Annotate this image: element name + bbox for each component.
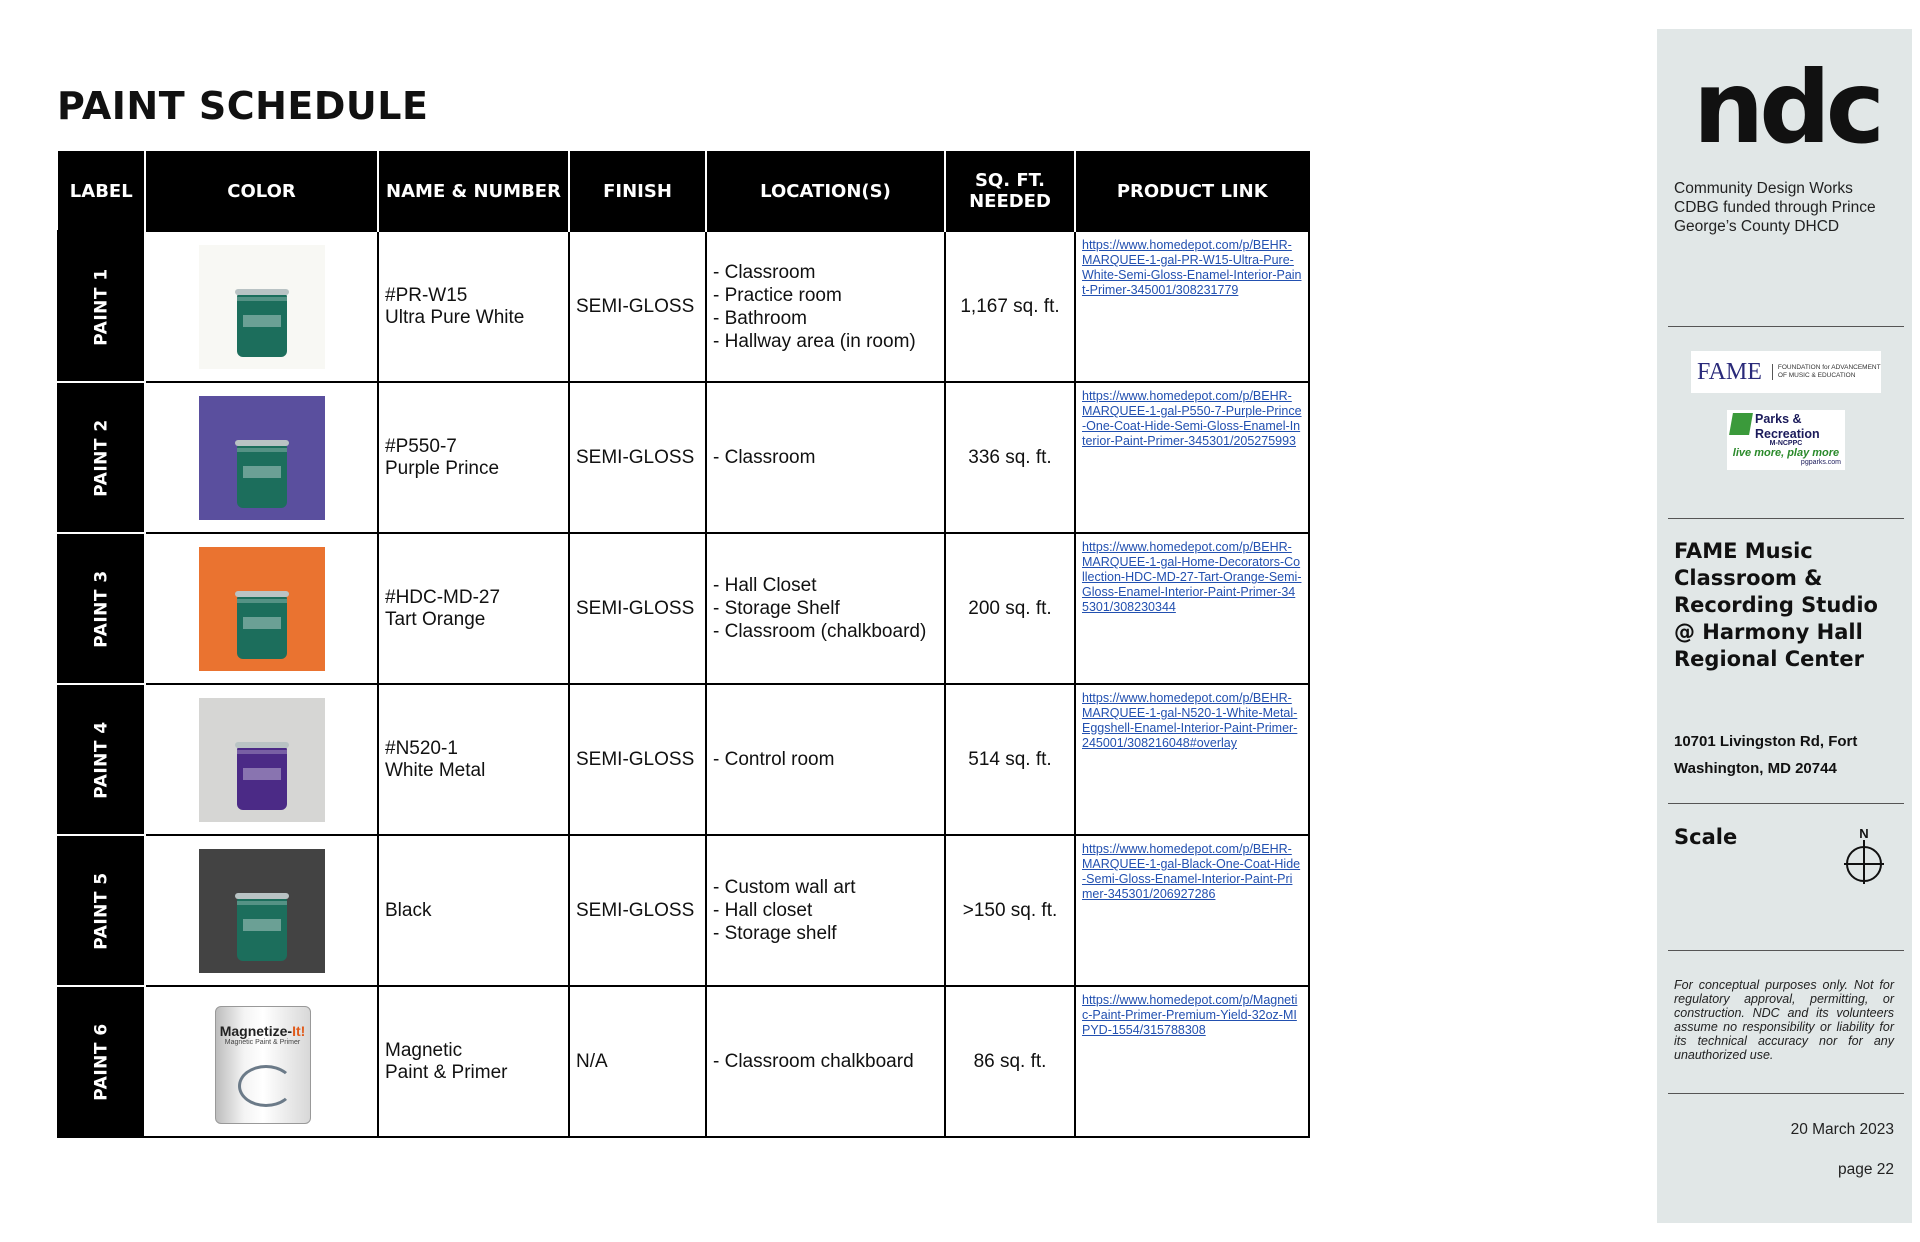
title-block-sidebar xyxy=(1657,29,1912,1223)
table-row xyxy=(58,986,1309,1137)
row-label-text: PAINT 3 xyxy=(91,569,112,648)
table-row xyxy=(58,835,1309,986)
table-row xyxy=(58,533,1309,684)
page-number: page 22 xyxy=(1837,1161,1894,1178)
sheet-date: 20 March 2023 xyxy=(1790,1121,1894,1138)
magnetic-brand: Magnetize- xyxy=(219,1022,293,1039)
paint-can-icon xyxy=(237,746,287,810)
location-item: - Control room xyxy=(713,749,835,770)
address-line: Washington, MD 20744 xyxy=(1674,760,1837,777)
firm-info xyxy=(1674,179,1894,236)
row-label-text: PAINT 5 xyxy=(91,871,112,950)
row-label-text: PAINT 6 xyxy=(91,1022,112,1101)
finish-cell: SEMI-GLOSS xyxy=(569,533,706,684)
header-product-link: PRODUCT LINK xyxy=(1075,152,1309,232)
header-sqft xyxy=(945,152,1075,232)
product-link-cell xyxy=(1075,986,1309,1137)
header-locations: LOCATION(S) xyxy=(706,152,945,232)
table-row xyxy=(58,382,1309,533)
product-link[interactable]: https://www.homedepot.com/p/BEHR-MARQUEE-1-gal-Black-One-Coat-Hide-Semi-Gloss-Enamel-Interior-Paint-Primer-345301/206927286 xyxy=(1082,842,1301,901)
location-item: - Classroom xyxy=(713,261,816,283)
paint-name: Black xyxy=(385,899,432,921)
header-finish: FINISH xyxy=(569,152,706,232)
row-label-text: PAINT 4 xyxy=(91,720,112,799)
color-cell xyxy=(145,684,378,835)
name-number-cell xyxy=(378,533,569,684)
paint-number: #PR-W15 xyxy=(385,284,468,306)
product-link[interactable]: https://www.homedepot.com/p/BEHR-MARQUEE-1-gal-PR-W15-Ultra-Pure-White-Semi-Gloss-Enamel-Interior-Paint-Primer-345001/308231779 xyxy=(1082,238,1302,297)
color-swatch xyxy=(199,849,325,973)
disclaimer: For conceptual purposes only. Not for regulatory approval, permitting, or construction. NDC and its volunteers assume no responsibility or liability for its technical accuracy nor for any unauthorized use. xyxy=(1674,978,1894,1062)
row-label xyxy=(58,684,145,835)
magnetic-paint-can-image xyxy=(215,1006,311,1124)
row-label xyxy=(58,382,145,533)
color-cell xyxy=(145,231,378,382)
parks-tagline: live more, play more xyxy=(1732,447,1840,459)
color-swatch xyxy=(199,1000,325,1124)
firm-line: CDBG funded through Prince George’s County DHCD xyxy=(1674,199,1876,235)
location-item: - Bathroom xyxy=(713,307,807,329)
address-line: 10701 Livingston Rd, Fort xyxy=(1674,733,1858,750)
product-link-cell xyxy=(1075,835,1309,986)
north-label: N xyxy=(1859,826,1869,841)
project-line: Regional Center xyxy=(1674,647,1864,671)
scale-label: Scale xyxy=(1674,825,1738,849)
row-label xyxy=(58,533,145,684)
project-address xyxy=(1674,728,1904,782)
finish-cell: SEMI-GLOSS xyxy=(569,382,706,533)
color-cell xyxy=(145,986,378,1137)
location-item: - Hall Closet xyxy=(713,575,817,596)
paint-number: Magnetic xyxy=(385,1039,463,1061)
magnetic-subtitle: Magnetic Paint & Primer xyxy=(224,1038,301,1046)
north-compass-icon xyxy=(1841,840,1887,884)
locations-cell xyxy=(706,382,945,533)
paint-name: White Metal xyxy=(385,759,486,781)
name-number-cell xyxy=(378,231,569,382)
row-label xyxy=(58,835,145,986)
header-sqft-line1: SQ. FT. xyxy=(974,170,1046,191)
header-sqft-line2: NEEDED xyxy=(969,191,1051,212)
project-line: @ Harmony Hall xyxy=(1674,620,1863,644)
divider xyxy=(1668,518,1904,519)
finish-cell: SEMI-GLOSS xyxy=(569,835,706,986)
divider xyxy=(1668,803,1904,804)
color-cell xyxy=(145,382,378,533)
paint-number: #P550-7 xyxy=(385,435,457,457)
paint-name: Paint & Primer xyxy=(385,1061,508,1083)
location-item: - Storage shelf xyxy=(713,923,837,944)
product-link-cell xyxy=(1075,382,1309,533)
divider xyxy=(1668,950,1904,951)
project-line: FAME Music xyxy=(1674,539,1813,563)
paint-can-icon xyxy=(237,293,287,357)
product-link-cell xyxy=(1075,684,1309,835)
color-swatch xyxy=(199,698,325,822)
finish-cell: SEMI-GLOSS xyxy=(569,684,706,835)
paint-can-icon xyxy=(237,595,287,659)
location-item: - Custom wall art xyxy=(713,877,856,898)
color-swatch xyxy=(199,245,325,369)
locations-cell xyxy=(706,986,945,1137)
product-link[interactable]: https://www.homedepot.com/p/BEHR-MARQUEE-1-gal-Home-Decorators-Collection-HDC-MD-27-Tart-Orange-Semi-Gloss-Enamel-Interior-Paint-Primer-345301/308230344 xyxy=(1082,540,1302,614)
swirl-graphic xyxy=(238,1065,294,1107)
sqft-cell: >150 sq. ft. xyxy=(945,835,1075,986)
table-row xyxy=(58,684,1309,835)
paint-name: Ultra Pure White xyxy=(385,306,525,328)
paint-schedule-table xyxy=(57,151,1310,1138)
firm-line: Community Design Works xyxy=(1674,180,1853,197)
product-link-cell xyxy=(1075,231,1309,382)
paint-can-icon xyxy=(237,444,287,508)
table-header-row xyxy=(58,152,1309,232)
name-number-cell xyxy=(378,835,569,986)
location-item: - Classroom chalkboard xyxy=(713,1051,914,1072)
parks-url: pgparks.com xyxy=(1800,459,1841,466)
sqft-cell: 1,167 sq. ft. xyxy=(945,231,1075,382)
row-label xyxy=(58,231,145,382)
fame-logo-text: FAME xyxy=(1697,358,1762,385)
row-label xyxy=(58,986,145,1137)
paint-can-icon xyxy=(237,897,287,961)
fame-logo xyxy=(1691,351,1881,393)
row-label-text: PAINT 2 xyxy=(91,418,112,497)
row-label-text: PAINT 1 xyxy=(91,267,112,346)
name-number-cell xyxy=(378,382,569,533)
location-item: - Hallway area (in room) xyxy=(713,330,916,352)
sqft-cell: 336 sq. ft. xyxy=(945,382,1075,533)
header-name-number: NAME & NUMBER xyxy=(378,152,569,232)
name-number-cell xyxy=(378,684,569,835)
locations-cell xyxy=(706,231,945,382)
parks-leaf-icon xyxy=(1729,413,1753,435)
location-item: - Classroom (chalkboard) xyxy=(713,621,927,642)
project-title xyxy=(1674,538,1904,673)
parks-mncppc: M-NCPPC xyxy=(1769,440,1803,447)
sqft-cell: 200 sq. ft. xyxy=(945,533,1075,684)
location-item: - Practice room xyxy=(713,284,842,306)
finish-cell: SEMI-GLOSS xyxy=(569,231,706,382)
product-link[interactable]: https://www.homedepot.com/p/BEHR-MARQUEE-1-gal-N520-1-White-Metal-Eggshell-Enamel-Interior-Paint-Primer-245001/308216048#overlay xyxy=(1082,691,1298,750)
location-item: - Storage Shelf xyxy=(713,598,840,619)
header-color: COLOR xyxy=(145,152,378,232)
sqft-cell: 86 sq. ft. xyxy=(945,986,1075,1137)
paint-number: #HDC-MD-27 xyxy=(385,586,501,608)
table-row xyxy=(58,231,1309,382)
project-line: Classroom & xyxy=(1674,566,1823,590)
page-title: PAINT SCHEDULE xyxy=(57,84,429,128)
color-cell xyxy=(145,835,378,986)
location-item: - Hall closet xyxy=(713,900,813,921)
locations-cell xyxy=(706,684,945,835)
paint-name: Purple Prince xyxy=(385,457,500,479)
divider xyxy=(1668,1093,1904,1094)
color-swatch xyxy=(199,547,325,671)
parks-recreation-logo xyxy=(1727,410,1845,470)
paint-name: Tart Orange xyxy=(385,608,486,630)
magnetic-brand-accent: It! xyxy=(292,1022,306,1039)
color-swatch xyxy=(199,396,325,520)
locations-cell xyxy=(706,533,945,684)
product-link-cell xyxy=(1075,533,1309,684)
fame-logo-subtext: FOUNDATION for ADVANCEMENT OF MUSIC & EDUCATION xyxy=(1772,364,1881,380)
paint-number: #N520-1 xyxy=(385,737,458,759)
project-line: Recording Studio xyxy=(1674,593,1878,617)
product-link[interactable]: https://www.homedepot.com/p/Magnetic-Paint-Primer-Premium-Yield-32oz-MIPYD-1554/315788308 xyxy=(1082,993,1298,1037)
header-label: LABEL xyxy=(58,152,145,232)
divider xyxy=(1668,326,1904,327)
name-number-cell xyxy=(378,986,569,1137)
location-item: - Classroom xyxy=(713,447,816,468)
locations-cell xyxy=(706,835,945,986)
ndc-logo: ndc xyxy=(1693,49,1881,166)
parks-logo-line: Recreation xyxy=(1755,427,1820,441)
north-arrow-icon xyxy=(1841,826,1887,884)
sqft-cell: 514 sq. ft. xyxy=(945,684,1075,835)
color-cell xyxy=(145,533,378,684)
product-link[interactable]: https://www.homedepot.com/p/BEHR-MARQUEE-1-gal-P550-7-Purple-Prince-One-Coat-Hide-Semi-Gloss-Enamel-Interior-Paint-Primer-345301/205275993 xyxy=(1082,389,1302,448)
parks-logo-line: Parks & xyxy=(1755,412,1802,426)
finish-cell: N/A xyxy=(569,986,706,1137)
